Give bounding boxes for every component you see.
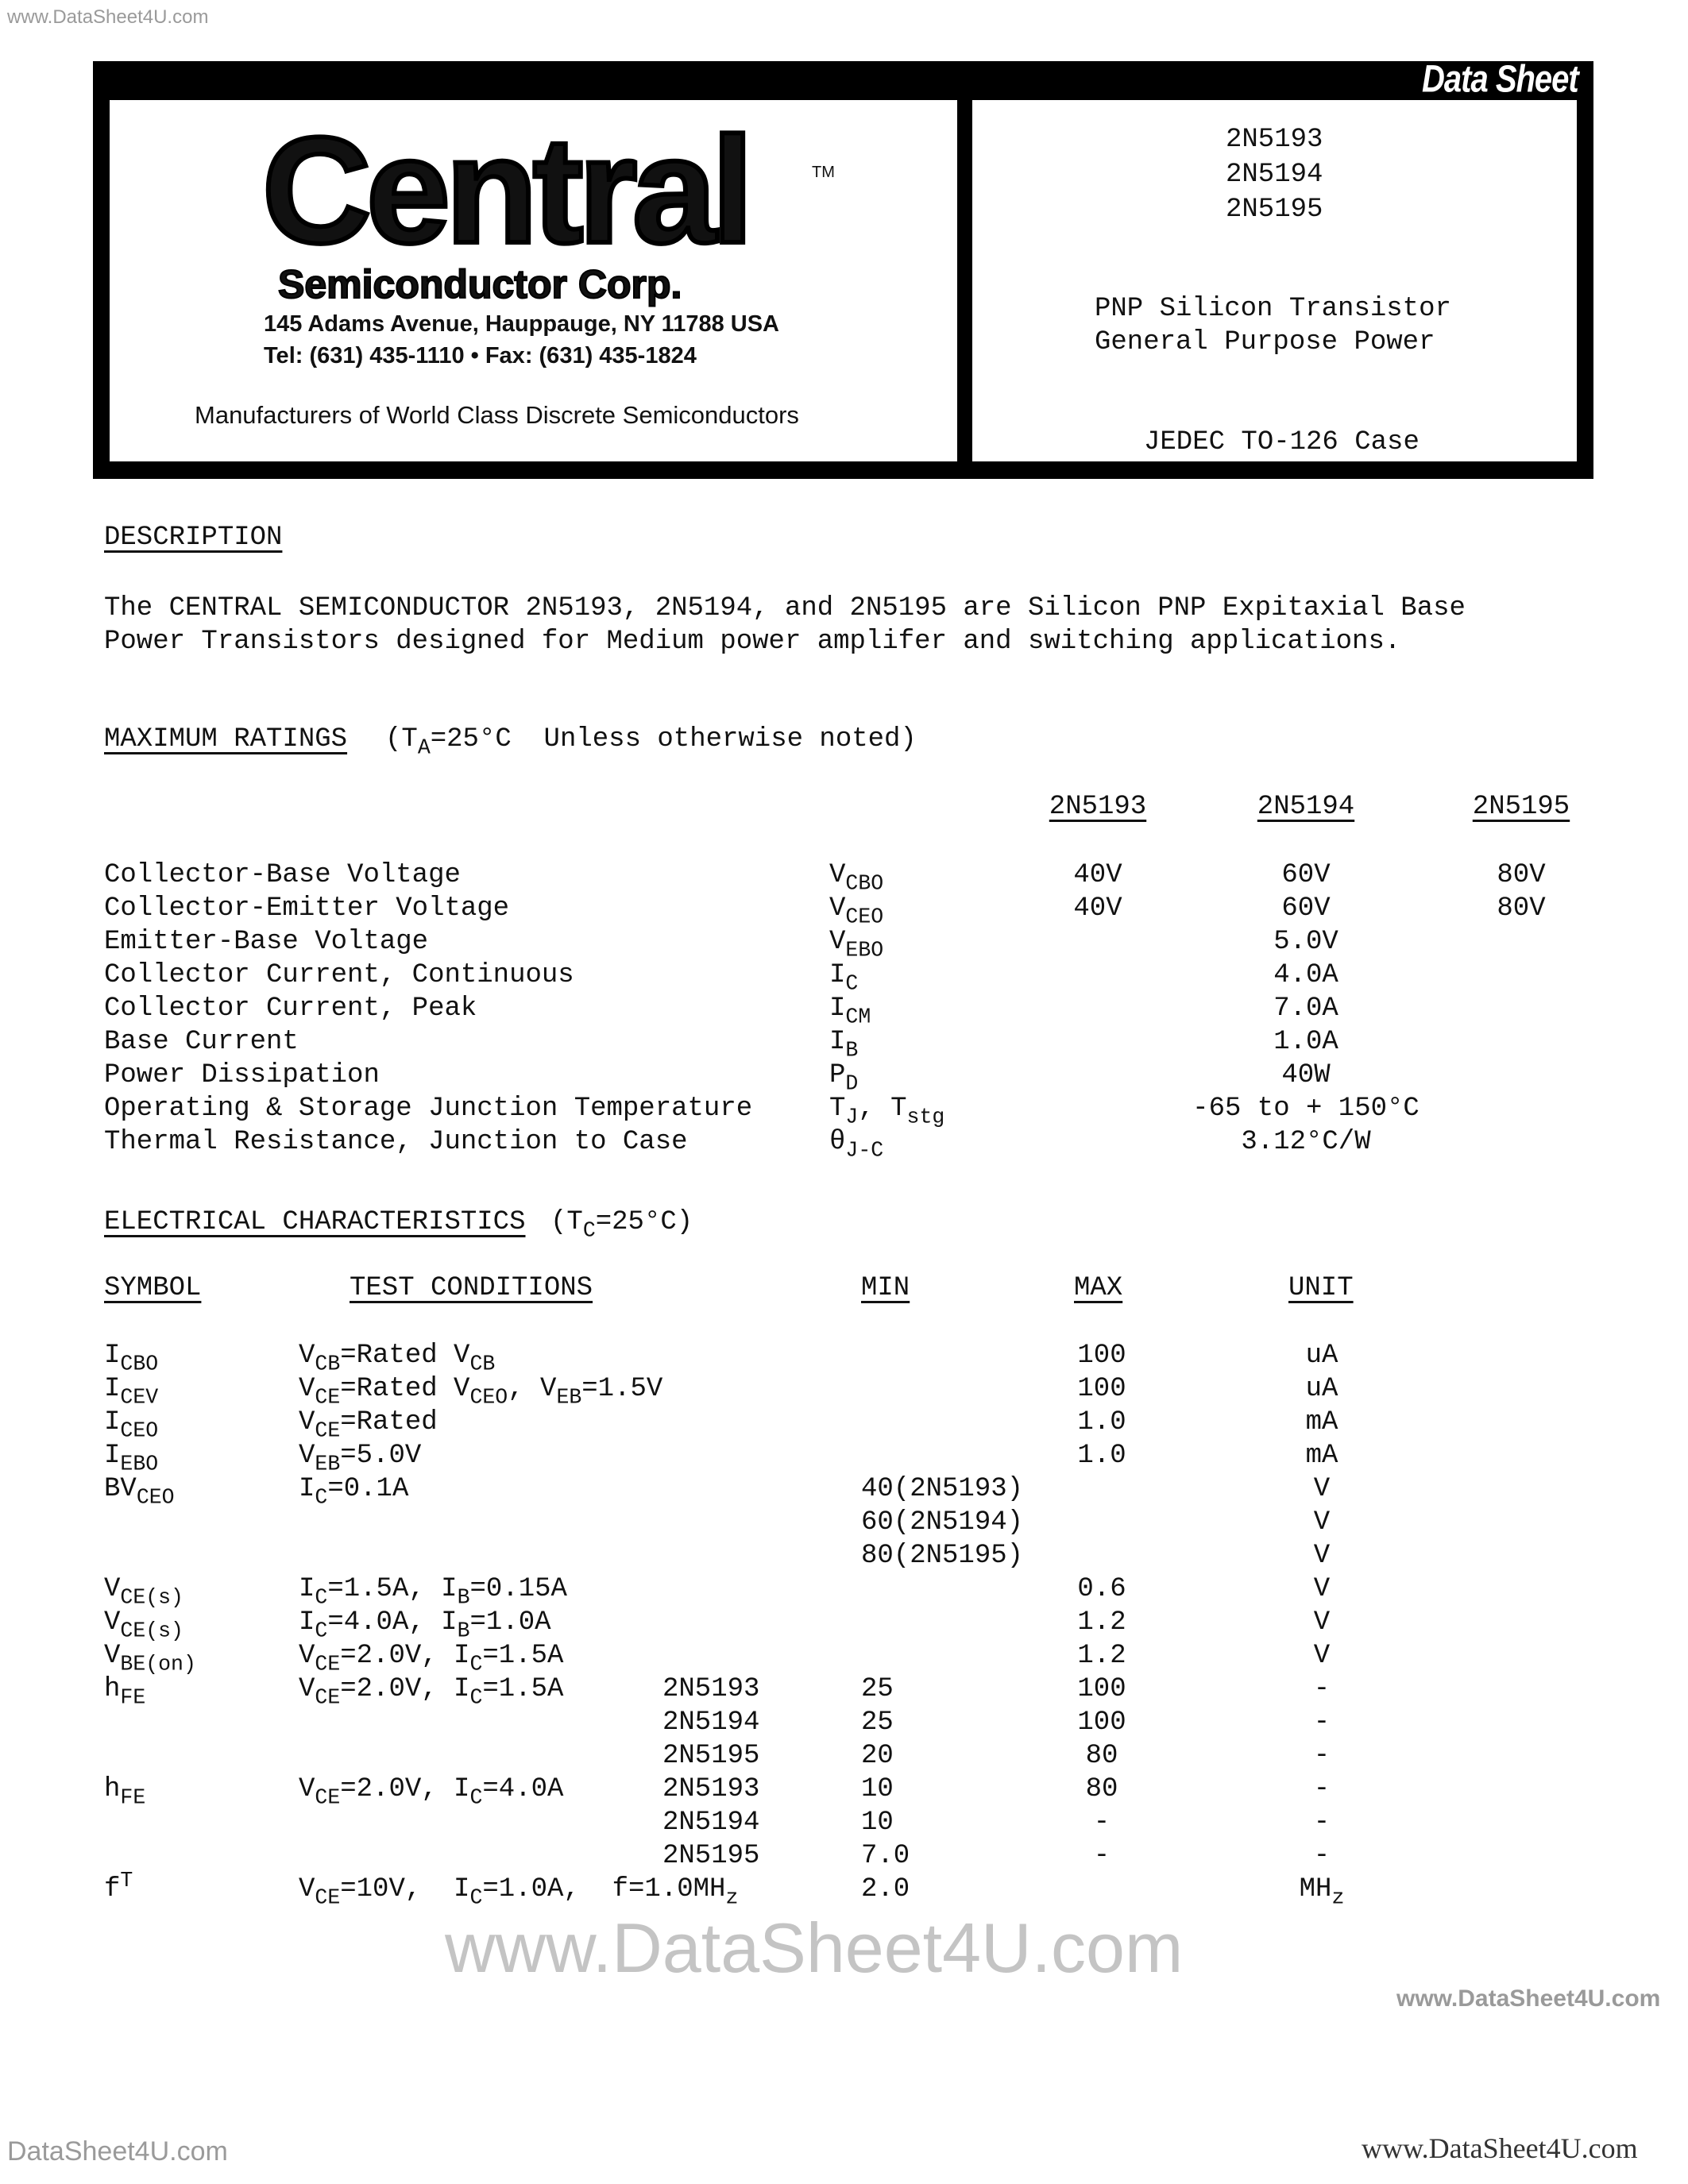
unit-value: uA <box>1305 1374 1338 1404</box>
unit-value: V <box>1313 1474 1331 1504</box>
company-logo-subtitle: Semiconductor Corp. <box>278 262 682 307</box>
rating-value: 3.12°C/W <box>1241 1127 1371 1157</box>
col-header-max: MAX <box>1074 1273 1123 1303</box>
max-value: 80 <box>1085 1774 1118 1804</box>
min-value: 2.0 <box>861 1874 910 1904</box>
rating-symbol: $T_J$, $T_{stg}$ <box>829 1094 945 1129</box>
device-part: 2N5194 <box>662 1707 760 1738</box>
trademark-mark: TM <box>812 164 835 181</box>
rating-label: Collector Current, Peak <box>104 994 477 1024</box>
description-heading: DESCRIPTION <box>104 523 283 553</box>
col-header-conditions: TEST CONDITIONS <box>350 1273 593 1303</box>
min-value: 7.0 <box>861 1841 910 1871</box>
description-text: Power Transistors designed for Medium power amplifer and switching applications. <box>104 627 1401 657</box>
unit-value: - <box>1313 1808 1331 1838</box>
min-value: 25 <box>861 1707 894 1738</box>
device-application: General Purpose Power <box>1095 327 1435 357</box>
rating-value: 5.0V <box>1273 927 1338 957</box>
unit-value: V <box>1313 1607 1331 1638</box>
max-ratings-heading: MAXIMUM RATINGS <box>104 724 348 754</box>
min-value: 60(2N5194) <box>861 1507 1024 1538</box>
unit-value: - <box>1313 1741 1331 1771</box>
unit-value: V <box>1313 1507 1331 1538</box>
characteristic-symbol: $BV_{CEO}$ <box>104 1474 175 1510</box>
min-value: 10 <box>861 1774 894 1804</box>
part-number: 2N5194 <box>1226 160 1323 190</box>
watermark-bottom-right-small: www.DataSheet4U.com <box>1396 1985 1661 2012</box>
rating-symbol: $I_C$ <box>829 960 859 996</box>
test-condition: $V_{CE}=Rated$ $V_{CEO}$, $V_{EB}=1.5V$ <box>299 1374 663 1410</box>
min-value: 40(2N5193) <box>861 1474 1024 1504</box>
watermark-bottom-right: www.DataSheet4U.com <box>1362 2132 1638 2164</box>
unit-value: $MH_z$ <box>1299 1874 1345 1910</box>
max-value: 1.0 <box>1077 1407 1126 1437</box>
unit-value: V <box>1313 1541 1331 1571</box>
max-value: - <box>1093 1841 1111 1871</box>
rating-label: Operating & Storage Junction Temperature <box>104 1094 753 1124</box>
rating-label: Thermal Resistance, Junction to Case <box>104 1127 688 1157</box>
rating-label: Base Current <box>104 1027 299 1057</box>
package-case: JEDEC TO-126 Case <box>1144 427 1420 457</box>
rating-value: 60V <box>1281 860 1331 890</box>
test-condition: $V_{CE}=2.0V$, $I_C=1.5A$ <box>299 1674 564 1710</box>
test-condition: $V_{CE}=2.0V$, $I_C=4.0A$ <box>299 1774 564 1810</box>
max-value: 100 <box>1077 1341 1126 1371</box>
test-condition: $V_{EB}=5.0V$ <box>299 1441 422 1476</box>
part-number: 2N5193 <box>1226 125 1323 155</box>
test-condition: $V_{CE}=10V$, $I_C=1.0A$, $f=1.0MH_z$ <box>299 1874 739 1910</box>
rating-symbol: $I_B$ <box>829 1027 859 1063</box>
max-value: 1.0 <box>1077 1441 1126 1471</box>
company-address: 145 Adams Avenue, Hauppauge, NY 11788 USA <box>264 311 780 337</box>
min-value: 20 <box>861 1741 894 1771</box>
device-part: 2N5195 <box>662 1841 760 1871</box>
rating-symbol: $V_{EBO}$ <box>829 927 884 963</box>
watermark-center: www.DataSheet4U.com <box>445 1908 1184 1987</box>
characteristic-symbol: $h_{FE}$ <box>104 1774 146 1810</box>
device-part: 2N5193 <box>662 1674 760 1704</box>
min-value: 80(2N5195) <box>861 1541 1024 1571</box>
part-number: 2N5195 <box>1226 195 1323 225</box>
unit-value: - <box>1313 1841 1331 1871</box>
characteristic-symbol: $I_{EBO}$ <box>104 1441 159 1476</box>
rating-value: -65 to + 150°C <box>1192 1094 1420 1124</box>
unit-value: - <box>1313 1674 1331 1704</box>
rating-symbol: $P_D$ <box>829 1060 859 1096</box>
unit-value: mA <box>1305 1441 1338 1471</box>
col-header-symbol: SYMBOL <box>104 1273 202 1303</box>
company-logo: Central <box>262 106 749 275</box>
max-value: - <box>1093 1808 1111 1838</box>
test-condition: $I_C=0.1A$ <box>299 1474 409 1510</box>
data-sheet-badge: Data Sheet <box>1422 58 1578 101</box>
electrical-condition: $(T_C=25^\circ C)$ <box>550 1207 693 1243</box>
characteristic-symbol: $V_{BE(on)}$ <box>104 1641 196 1677</box>
rating-symbol: $V_{CBO}$ <box>829 860 884 896</box>
rating-value: 40V <box>1073 860 1122 890</box>
max-value: 1.2 <box>1077 1607 1126 1638</box>
device-part: 2N5195 <box>662 1741 760 1771</box>
company-tagline: Manufacturers of World Class Discrete Semiconductors <box>195 401 799 429</box>
min-value: 25 <box>861 1674 894 1704</box>
col-header-min: MIN <box>861 1273 910 1303</box>
rating-value: 80V <box>1497 893 1546 924</box>
test-condition: $V_{CE}=2.0V$, $I_C=1.5A$ <box>299 1641 564 1677</box>
rating-symbol: $\theta_{J-C}$ <box>829 1127 884 1163</box>
electrical-heading: ELECTRICAL CHARACTERISTICS <box>104 1207 526 1237</box>
rating-value: 1.0A <box>1273 1027 1338 1057</box>
watermark-bottom-left: DataSheet4U.com <box>7 2136 228 2167</box>
device-part: 2N5194 <box>662 1808 760 1838</box>
ratings-column-header: 2N5194 <box>1257 792 1355 822</box>
rating-label: Collector-Emitter Voltage <box>104 893 510 924</box>
rating-label: Collector-Base Voltage <box>104 860 461 890</box>
max-value: 100 <box>1077 1374 1126 1404</box>
characteristic-symbol: $I_{CEV}$ <box>104 1374 159 1410</box>
ratings-column-header: 2N5195 <box>1472 792 1570 822</box>
rating-symbol: $I_{CM}$ <box>829 994 871 1029</box>
col-header-unit: UNIT <box>1288 1273 1354 1303</box>
characteristic-symbol: $f^T$ <box>104 1869 133 1904</box>
min-value: 10 <box>861 1808 894 1838</box>
max-ratings-condition: ($T_A=25^\circ C$ Unless otherwise noted) <box>385 724 917 760</box>
rating-value: 40V <box>1073 893 1122 924</box>
unit-value: V <box>1313 1641 1331 1671</box>
test-condition: $I_C=1.5A$, $I_B=0.15A$ <box>299 1574 567 1610</box>
test-condition: $I_C=4.0A$, $I_B=1.0A$ <box>299 1607 551 1643</box>
rating-value: 60V <box>1281 893 1331 924</box>
test-condition: $V_{CB}=Rated$ $V_{CB}$ <box>299 1341 496 1376</box>
rating-label: Collector Current, Continuous <box>104 960 574 990</box>
max-value: 0.6 <box>1077 1574 1126 1604</box>
max-value: 1.2 <box>1077 1641 1126 1671</box>
max-value: 80 <box>1085 1741 1118 1771</box>
rating-value: 80V <box>1497 860 1546 890</box>
ratings-column-header: 2N5193 <box>1049 792 1147 822</box>
max-value: 100 <box>1077 1707 1126 1738</box>
max-value: 100 <box>1077 1674 1126 1704</box>
rating-symbol: $V_{CEO}$ <box>829 893 884 929</box>
rating-value: 4.0A <box>1273 960 1338 990</box>
description-text: The CENTRAL SEMICONDUCTOR 2N5193, 2N5194, and 2N5195 are Silicon PNP Expitaxial Base <box>104 593 1466 623</box>
unit-value: - <box>1313 1774 1331 1804</box>
characteristic-symbol: $I_{CBO}$ <box>104 1341 159 1376</box>
rating-value: 40W <box>1281 1060 1331 1090</box>
characteristic-symbol: $V_{CE(s)}$ <box>104 1607 183 1643</box>
unit-value: mA <box>1305 1407 1338 1437</box>
rating-value: 7.0A <box>1273 994 1338 1024</box>
device-part: 2N5193 <box>662 1774 760 1804</box>
device-type: PNP Silicon Transistor <box>1095 294 1451 324</box>
rating-label: Power Dissipation <box>104 1060 380 1090</box>
test-condition: $V_{CE}=Rated$ <box>299 1407 438 1443</box>
unit-value: - <box>1313 1707 1331 1738</box>
characteristic-symbol: $h_{FE}$ <box>104 1674 146 1710</box>
watermark-top-left: www.DataSheet4U.com <box>7 6 209 28</box>
rating-label: Emitter-Base Voltage <box>104 927 429 957</box>
company-phone: Tel: (631) 435-1110 • Fax: (631) 435-1824 <box>264 343 697 369</box>
characteristic-symbol: $I_{CEO}$ <box>104 1407 159 1443</box>
unit-value: V <box>1313 1574 1331 1604</box>
characteristic-symbol: $V_{CE(s)}$ <box>104 1574 183 1610</box>
unit-value: uA <box>1305 1341 1338 1371</box>
